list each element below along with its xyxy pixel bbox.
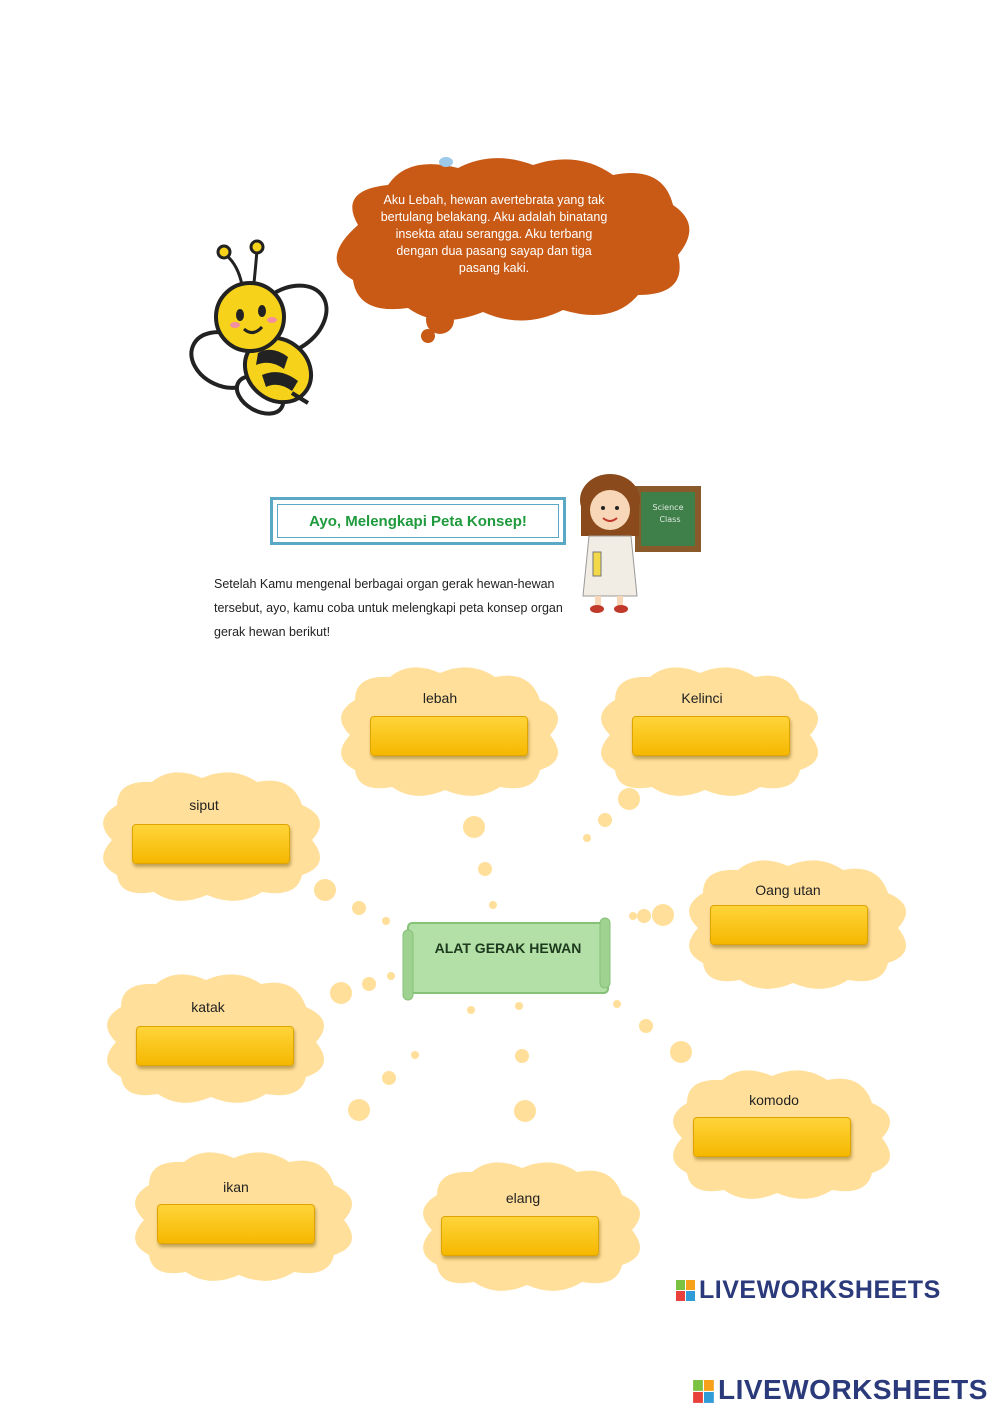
liveworksheets-logo-footer[interactable]	[693, 1374, 988, 1406]
answer-box-elang[interactable]	[441, 1216, 599, 1256]
answer-box-katak[interactable]	[136, 1026, 294, 1066]
answer-box-ikan[interactable]	[157, 1204, 315, 1244]
label-komodo: komodo	[749, 1092, 799, 1108]
teacher-illustration	[575, 470, 705, 615]
label-elang: elang	[505, 1190, 541, 1206]
answer-box-orangutan[interactable]	[710, 905, 868, 945]
svg-text:Science: Science	[652, 503, 684, 512]
bee-illustration	[180, 235, 340, 420]
section-title: Ayo, Melengkapi Peta Konsep!	[309, 512, 527, 530]
liveworksheets-icon	[676, 1280, 696, 1302]
concept-map-center: ALAT GERAK HEWAN	[434, 940, 582, 956]
label-ikan: ikan	[223, 1179, 249, 1195]
answer-box-kelinci[interactable]	[632, 716, 790, 756]
answer-box-lebah[interactable]	[370, 716, 528, 756]
bee-speech-text: Aku Lebah, hewan avertebrata yang tak bertulang belakang. Aku adalah binatang insekta atau serangga. Aku terbang dengan dua pasang sayap dan tiga pasang kaki.	[380, 193, 608, 275]
section-title-box	[270, 497, 566, 545]
brand-name: LIVEWORKSHEETS	[699, 1276, 941, 1304]
liveworksheets-logo-inner	[676, 1276, 941, 1305]
liveworksheets-icon	[693, 1380, 715, 1404]
answer-box-siput[interactable]	[132, 824, 290, 864]
label-katak: katak	[191, 999, 225, 1015]
center-scroll	[403, 918, 610, 1000]
label-siput: siput	[189, 797, 219, 813]
brand-name: LIVEWORKSHEETS	[718, 1374, 988, 1405]
label-orangutan: Oang utan	[755, 882, 821, 898]
label-kelinci: Kelinci	[681, 690, 723, 706]
instructions-text: Setelah Kamu mengenal berbagai organ gerak hewan-hewan tersebut, ayo, kamu coba untuk melengkapi peta konsep organ gerak hewan berikut!	[214, 577, 563, 639]
svg-text:Class: Class	[659, 515, 681, 524]
answer-box-komodo[interactable]	[693, 1117, 851, 1157]
label-lebah: lebah	[422, 690, 458, 706]
